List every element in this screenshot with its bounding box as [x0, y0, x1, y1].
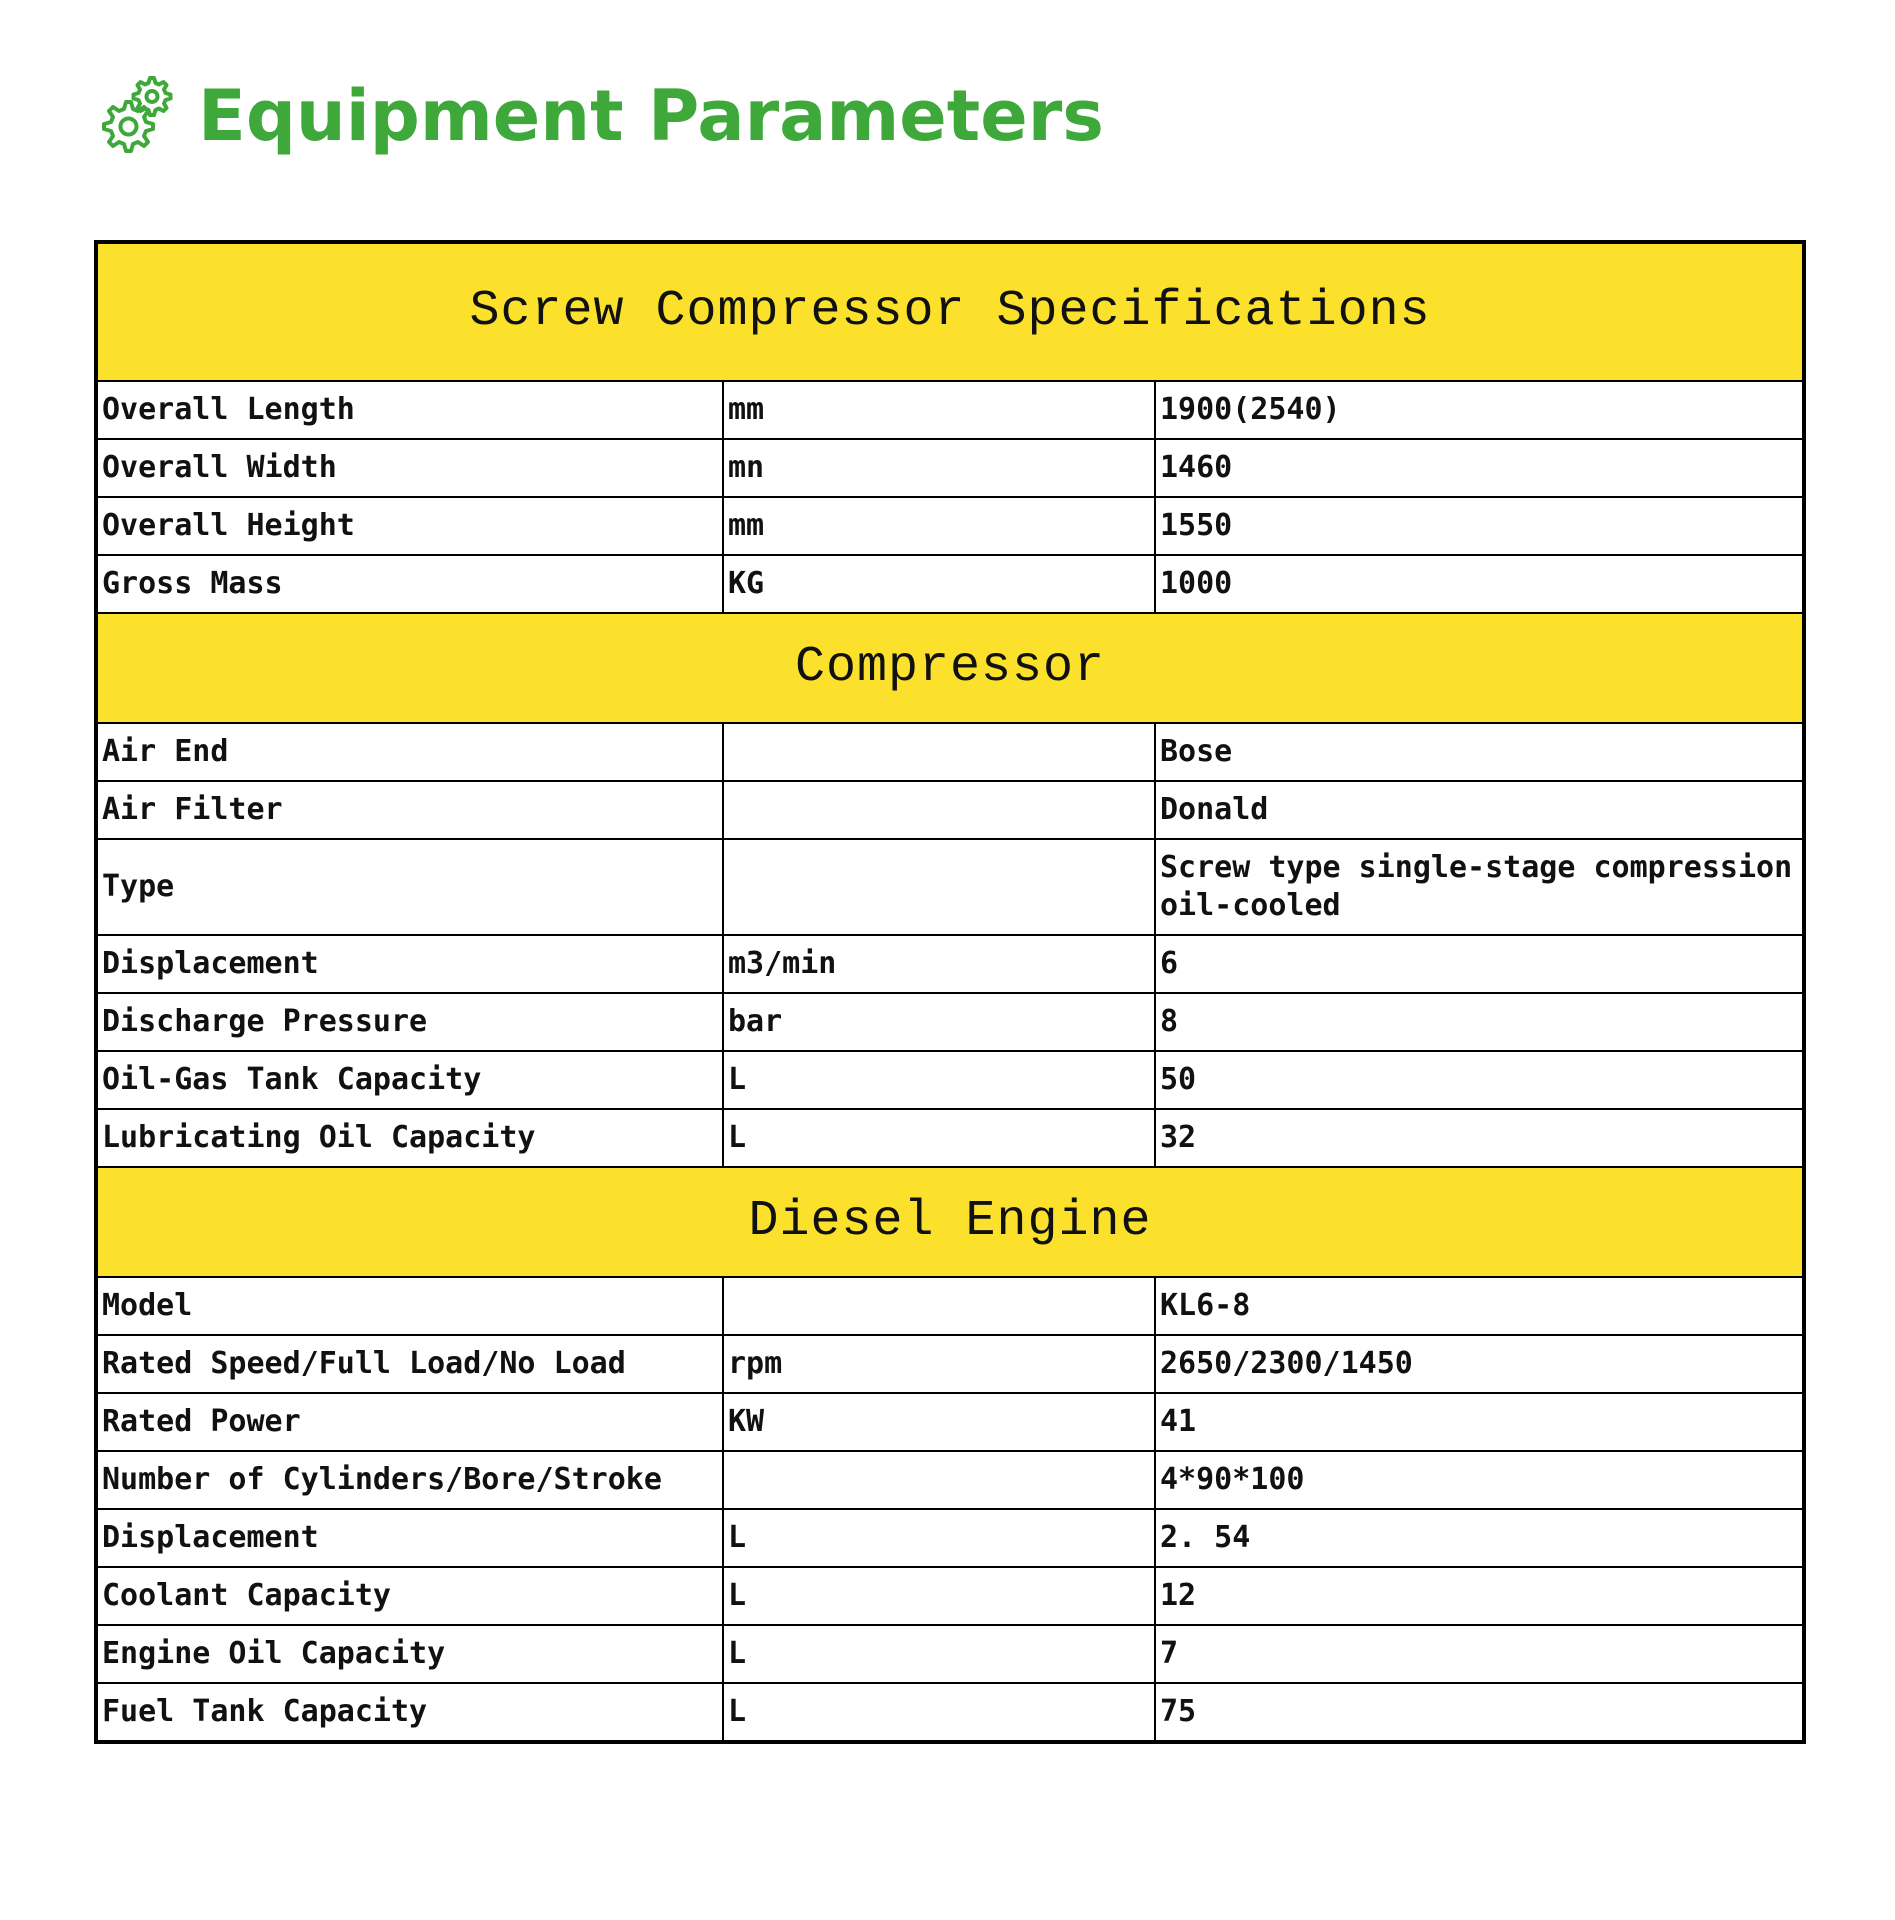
- param-value: 1900(2540): [1155, 381, 1804, 439]
- param-unit: [723, 1451, 1155, 1509]
- table-row: [96, 1509, 1804, 1567]
- param-value: 32: [1155, 1109, 1804, 1167]
- page-title: Equipment Parameters: [198, 75, 1104, 157]
- param-value: 1460: [1155, 439, 1804, 497]
- table-row: [96, 1335, 1804, 1393]
- param-value: 2. 54: [1155, 1509, 1804, 1567]
- param-value: Screw type single-stage compression oil-cooled: [1155, 839, 1804, 935]
- param-name: Model: [96, 1277, 723, 1335]
- param-value: Bose: [1155, 723, 1804, 781]
- param-name: Coolant Capacity: [96, 1567, 723, 1625]
- table-row: [96, 439, 1804, 497]
- table-row: [96, 381, 1804, 439]
- section-header: [96, 242, 1804, 381]
- param-name: Fuel Tank Capacity: [96, 1683, 723, 1742]
- param-name: Overall Width: [96, 439, 723, 497]
- param-unit: m3/min: [723, 935, 1155, 993]
- table-row: [96, 723, 1804, 781]
- param-value: 2650/2300/1450: [1155, 1335, 1804, 1393]
- param-name: Displacement: [96, 935, 723, 993]
- param-value: 1000: [1155, 555, 1804, 613]
- param-name: Displacement: [96, 1509, 723, 1567]
- param-value: 1550: [1155, 497, 1804, 555]
- table-row: [96, 839, 1804, 935]
- param-value: 75: [1155, 1683, 1804, 1742]
- param-unit: bar: [723, 993, 1155, 1051]
- param-name: Number of Cylinders/Bore/Stroke: [96, 1451, 723, 1509]
- table-row: [96, 1051, 1804, 1109]
- param-unit: L: [723, 1683, 1155, 1742]
- param-name: Air Filter: [96, 781, 723, 839]
- param-unit: mn: [723, 439, 1155, 497]
- table-row: [96, 781, 1804, 839]
- param-value: KL6-8: [1155, 1277, 1804, 1335]
- param-name: Engine Oil Capacity: [96, 1625, 723, 1683]
- param-unit: [723, 839, 1155, 935]
- param-value: 12: [1155, 1567, 1804, 1625]
- table-row: [96, 1567, 1804, 1625]
- gear-icon: [90, 68, 186, 164]
- param-value: 50: [1155, 1051, 1804, 1109]
- table-row: [96, 1393, 1804, 1451]
- param-name: Overall Length: [96, 381, 723, 439]
- param-name: Oil-Gas Tank Capacity: [96, 1051, 723, 1109]
- table-row: [96, 497, 1804, 555]
- param-value: 4*90*100: [1155, 1451, 1804, 1509]
- table-row: [96, 935, 1804, 993]
- param-name: Rated Speed/Full Load/No Load: [96, 1335, 723, 1393]
- param-unit: L: [723, 1625, 1155, 1683]
- table-row: [96, 555, 1804, 613]
- param-value: 41: [1155, 1393, 1804, 1451]
- section-title: Diesel Engine: [96, 1167, 1804, 1277]
- param-unit: [723, 781, 1155, 839]
- section-title: Screw Compressor Specifications: [96, 242, 1804, 381]
- section-header: [96, 1167, 1804, 1277]
- param-unit: [723, 723, 1155, 781]
- table-row: [96, 993, 1804, 1051]
- table-row: [96, 1683, 1804, 1742]
- param-name: Gross Mass: [96, 555, 723, 613]
- param-unit: L: [723, 1051, 1155, 1109]
- specifications-table: [94, 240, 1806, 1744]
- param-name: Overall Height: [96, 497, 723, 555]
- page-header: [90, 66, 1104, 166]
- section-title: Compressor: [96, 613, 1804, 723]
- param-value: 8: [1155, 993, 1804, 1051]
- param-value: 6: [1155, 935, 1804, 993]
- param-unit: mm: [723, 381, 1155, 439]
- param-unit: L: [723, 1109, 1155, 1167]
- table-row: [96, 1109, 1804, 1167]
- param-unit: KW: [723, 1393, 1155, 1451]
- param-unit: rpm: [723, 1335, 1155, 1393]
- table-row: [96, 1451, 1804, 1509]
- param-value: 7: [1155, 1625, 1804, 1683]
- param-name: Rated Power: [96, 1393, 723, 1451]
- section-header: [96, 613, 1804, 723]
- param-unit: KG: [723, 555, 1155, 613]
- param-name: Lubricating Oil Capacity: [96, 1109, 723, 1167]
- param-unit: [723, 1277, 1155, 1335]
- param-value: Donald: [1155, 781, 1804, 839]
- param-name: Air End: [96, 723, 723, 781]
- param-unit: L: [723, 1509, 1155, 1567]
- param-unit: mm: [723, 497, 1155, 555]
- param-name: Discharge Pressure: [96, 993, 723, 1051]
- param-name: Type: [96, 839, 723, 935]
- table-row: [96, 1625, 1804, 1683]
- table-row: [96, 1277, 1804, 1335]
- param-unit: L: [723, 1567, 1155, 1625]
